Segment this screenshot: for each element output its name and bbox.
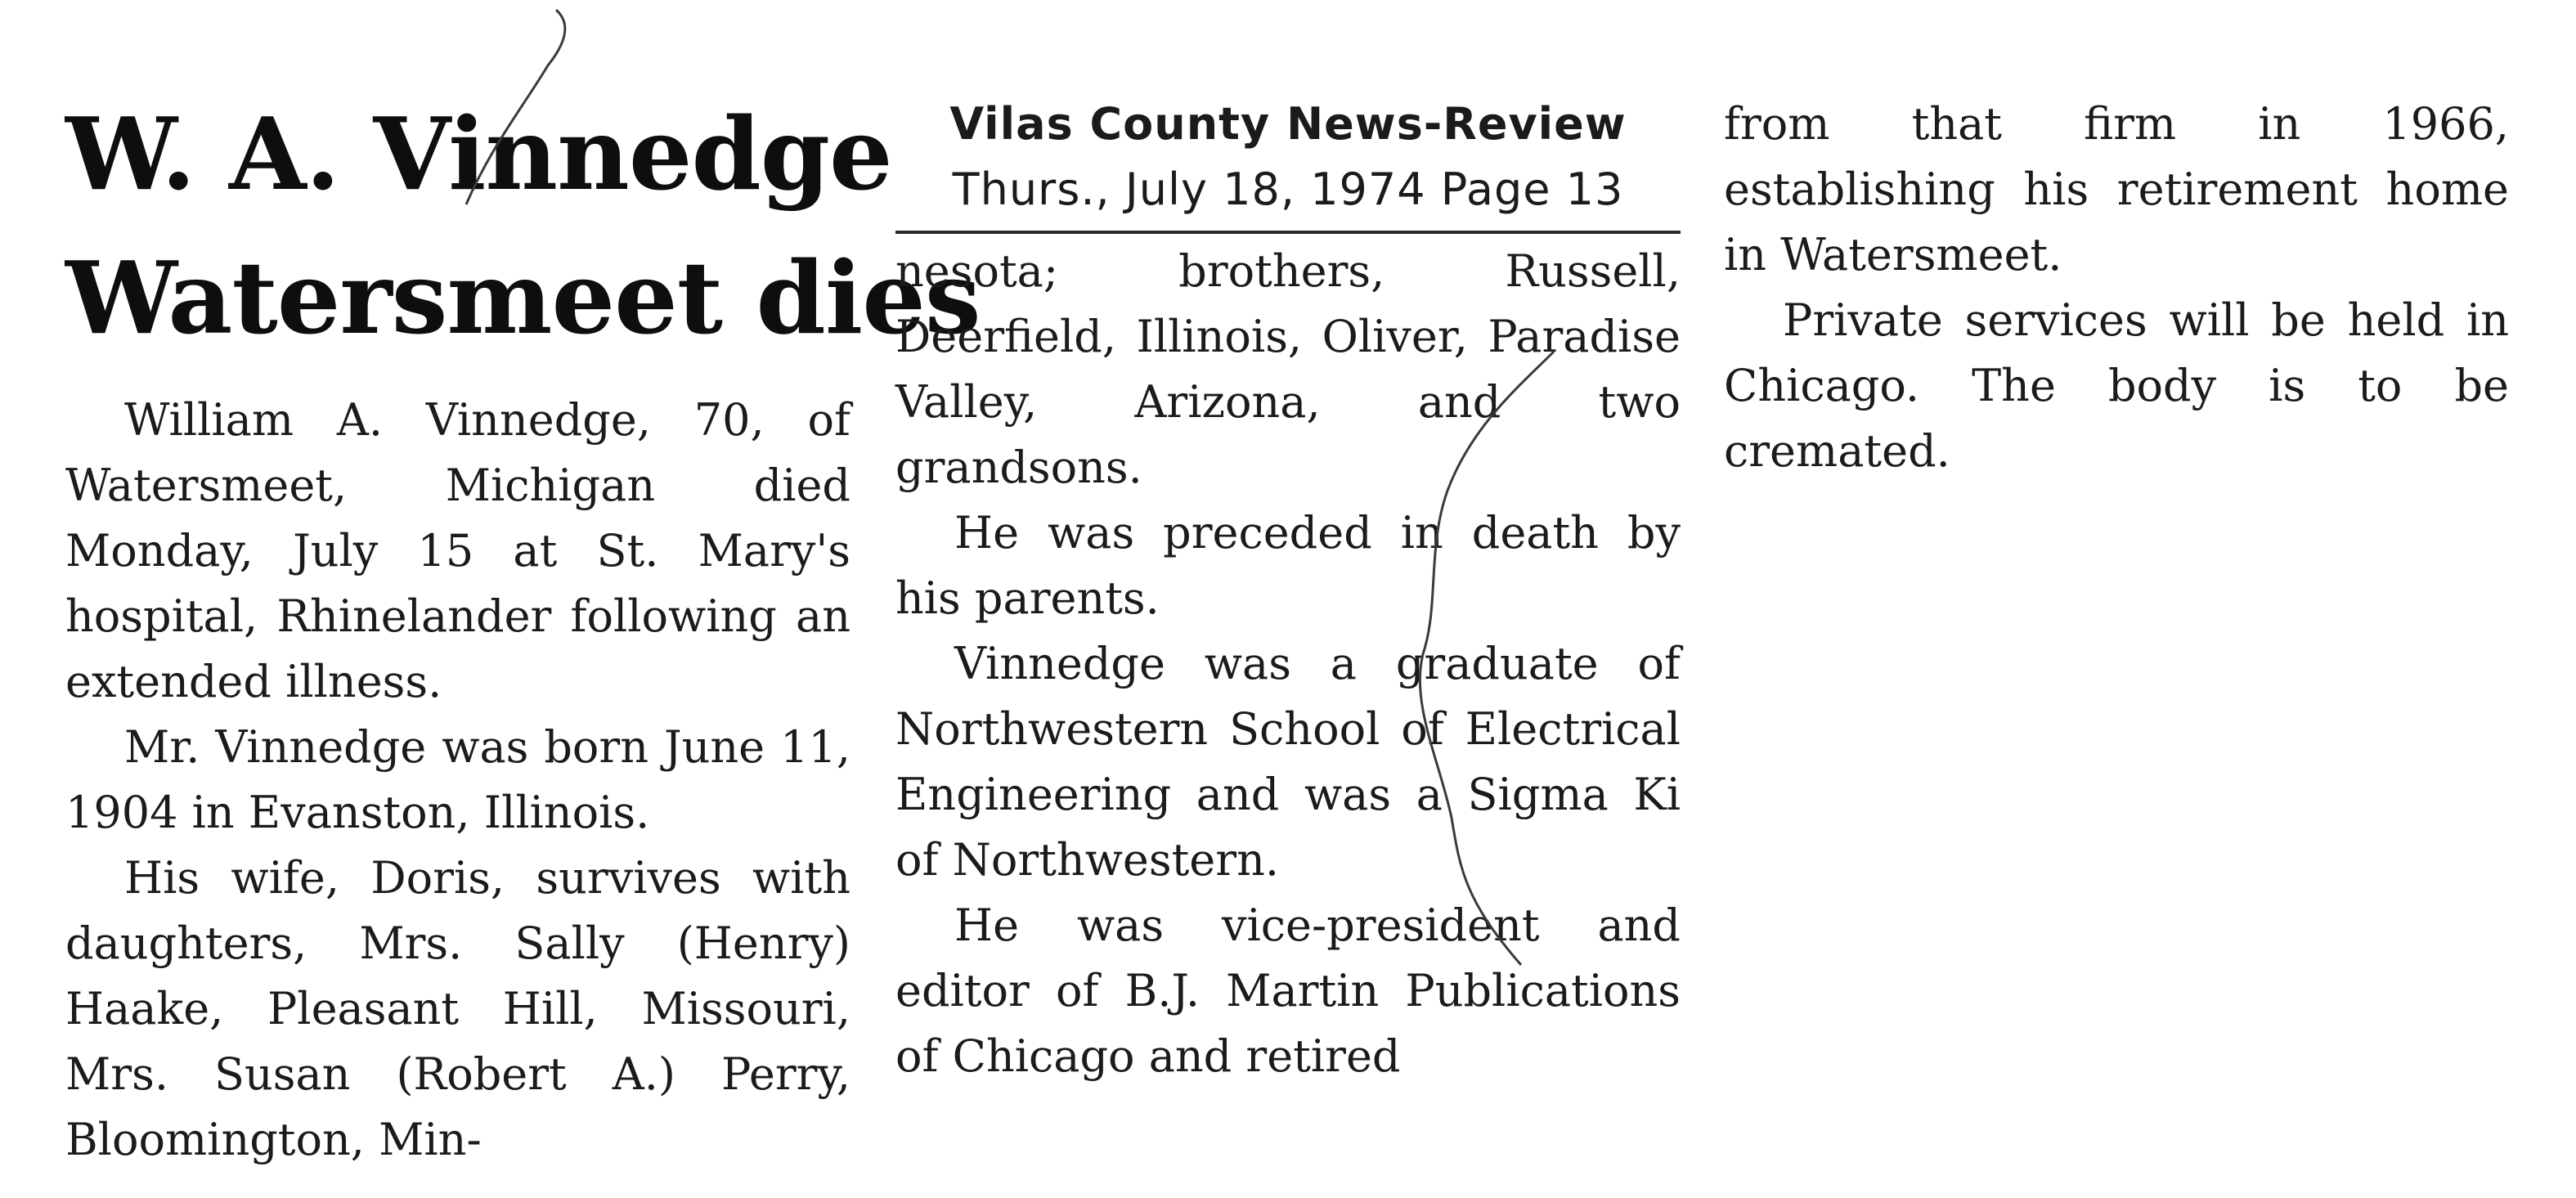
headline-line-1: W. A. Vinnedge <box>65 95 892 213</box>
dateline: Thurs., July 18, 1974 Page 13 <box>952 164 1624 215</box>
column-3 <box>1724 92 2509 484</box>
column-1 <box>65 82 981 1173</box>
masthead-rule <box>895 231 1681 234</box>
paragraph: nesota; brothers, Russell, Deerfield, Illinois, Oliver, Paradise Valley, Arizona, and two grandsons. <box>895 245 1681 493</box>
headline <box>65 82 981 370</box>
paragraph: He was preceded in death by his parents. <box>895 507 1681 624</box>
paragraph: from that firm in 1966, establishing his retirement home in Watersmeet. <box>1724 98 2509 280</box>
paragraph: Vinnedge was a graduate of Northwestern School of Electrical Engineering and was a Sigma Ki of Northwestern. <box>895 638 1681 886</box>
column-3-text <box>1724 92 2509 484</box>
paragraph: Private services will be held in Chicago. The body is to be cremated. <box>1724 294 2509 477</box>
column-1-text <box>65 388 850 1173</box>
headline-line-2: Watersmeet dies <box>65 239 981 357</box>
paragraph: His wife, Doris, survives with daughters, Mrs. Sally (Henry) Haake, Pleasant Hill, Missouri, Mrs. Susan (Robert A.) Perry, Bloomington, Min- <box>65 852 850 1165</box>
column-2 <box>895 92 1681 1089</box>
masthead <box>895 92 1681 222</box>
paragraph: He was vice-president and editor of B.J. Martin Publications of Chicago and retired <box>895 900 1681 1082</box>
column-2-text <box>895 239 1681 1089</box>
paragraph: William A. Vinnedge, 70, of Watersmeet, Michigan died Monday, July 15 at St. Mary's hospital, Rhinelander following an extended illness. <box>65 394 850 707</box>
publication-name: Vilas County News-Review <box>949 98 1627 150</box>
paragraph: Mr. Vinnedge was born June 11, 1904 in Evanston, Illinois. <box>65 721 850 838</box>
